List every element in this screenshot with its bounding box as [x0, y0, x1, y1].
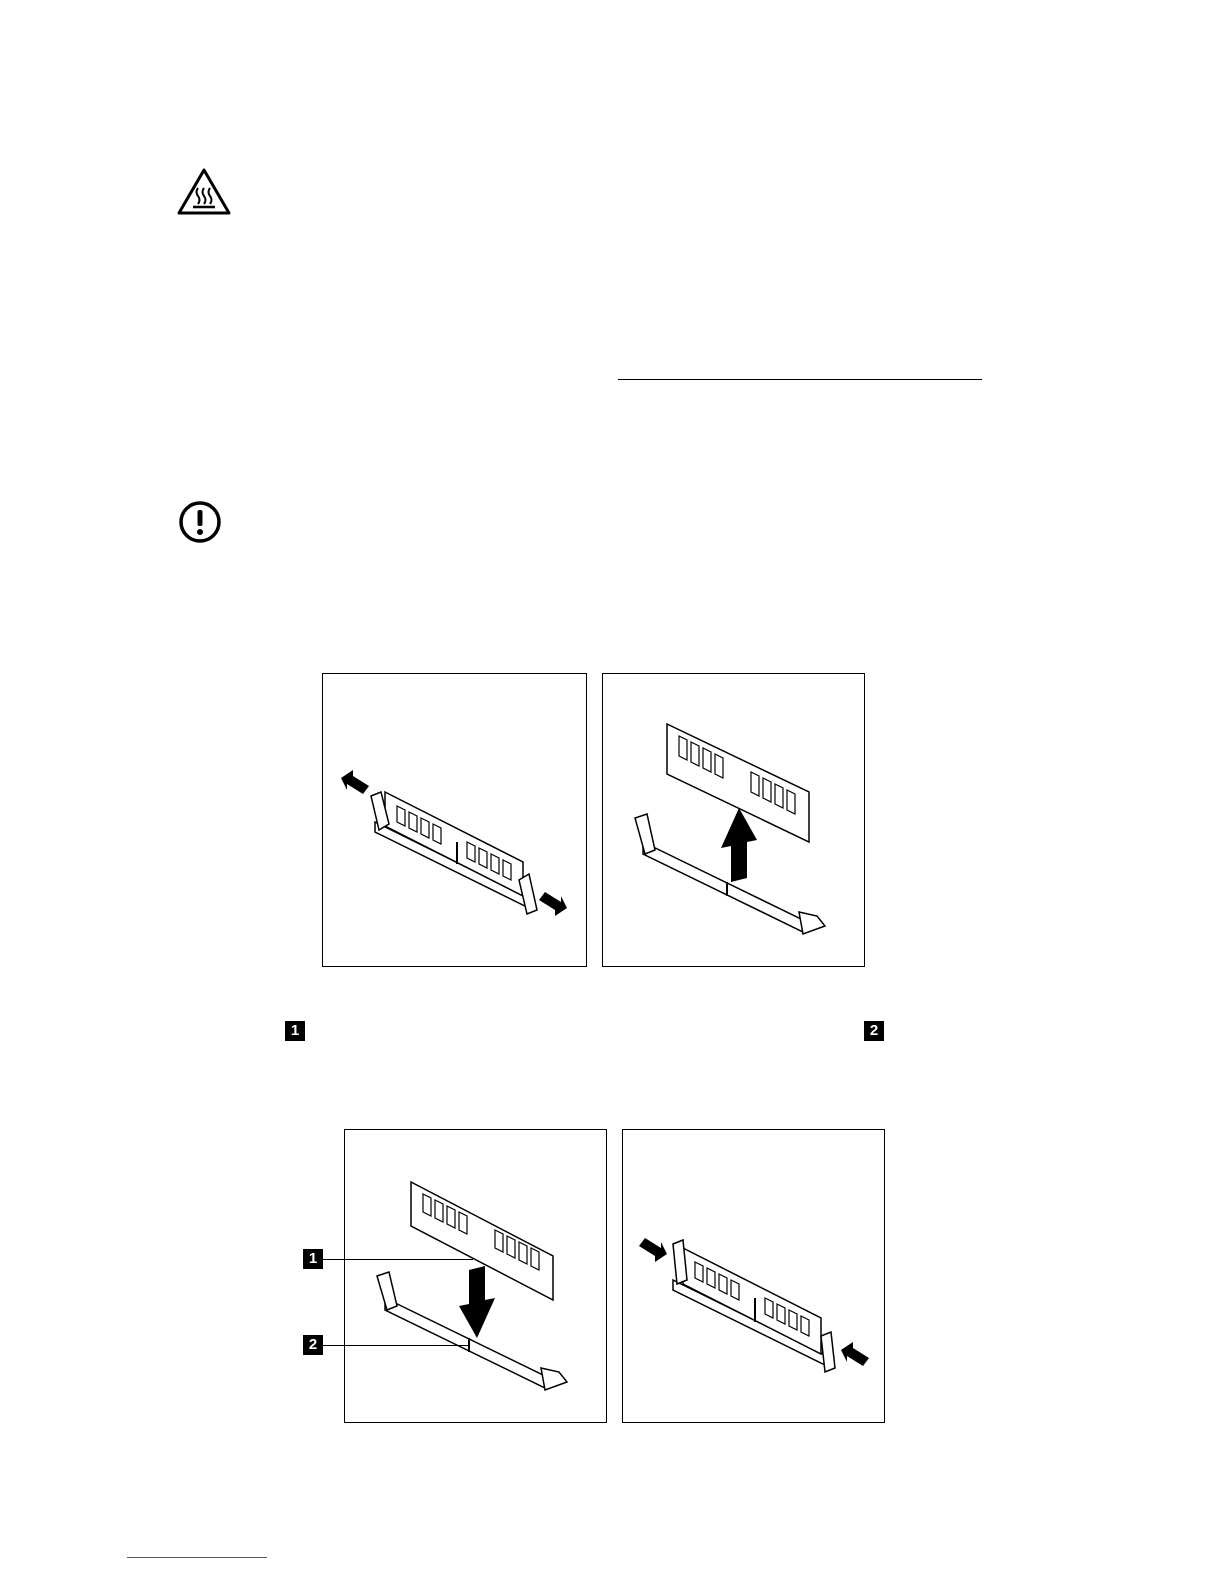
- hot-surface-warning-icon: [176, 167, 232, 217]
- figure-close-clips: [622, 1129, 885, 1423]
- callout-label-1: 1: [303, 1249, 323, 1269]
- callout-label-2: 2: [303, 1335, 323, 1355]
- figure-remove-module: [602, 673, 865, 967]
- callout-leader-1: [323, 1259, 473, 1260]
- callout-leader-2: [323, 1345, 468, 1346]
- underline-rule: [618, 379, 982, 380]
- figure-install-module: [344, 1129, 607, 1423]
- callout-badge-2: 2: [864, 1021, 884, 1041]
- attention-icon: [178, 500, 222, 544]
- figure-open-clips: [322, 673, 587, 967]
- callout-badge-1: 1: [285, 1021, 305, 1041]
- link-underline: [127, 1557, 267, 1558]
